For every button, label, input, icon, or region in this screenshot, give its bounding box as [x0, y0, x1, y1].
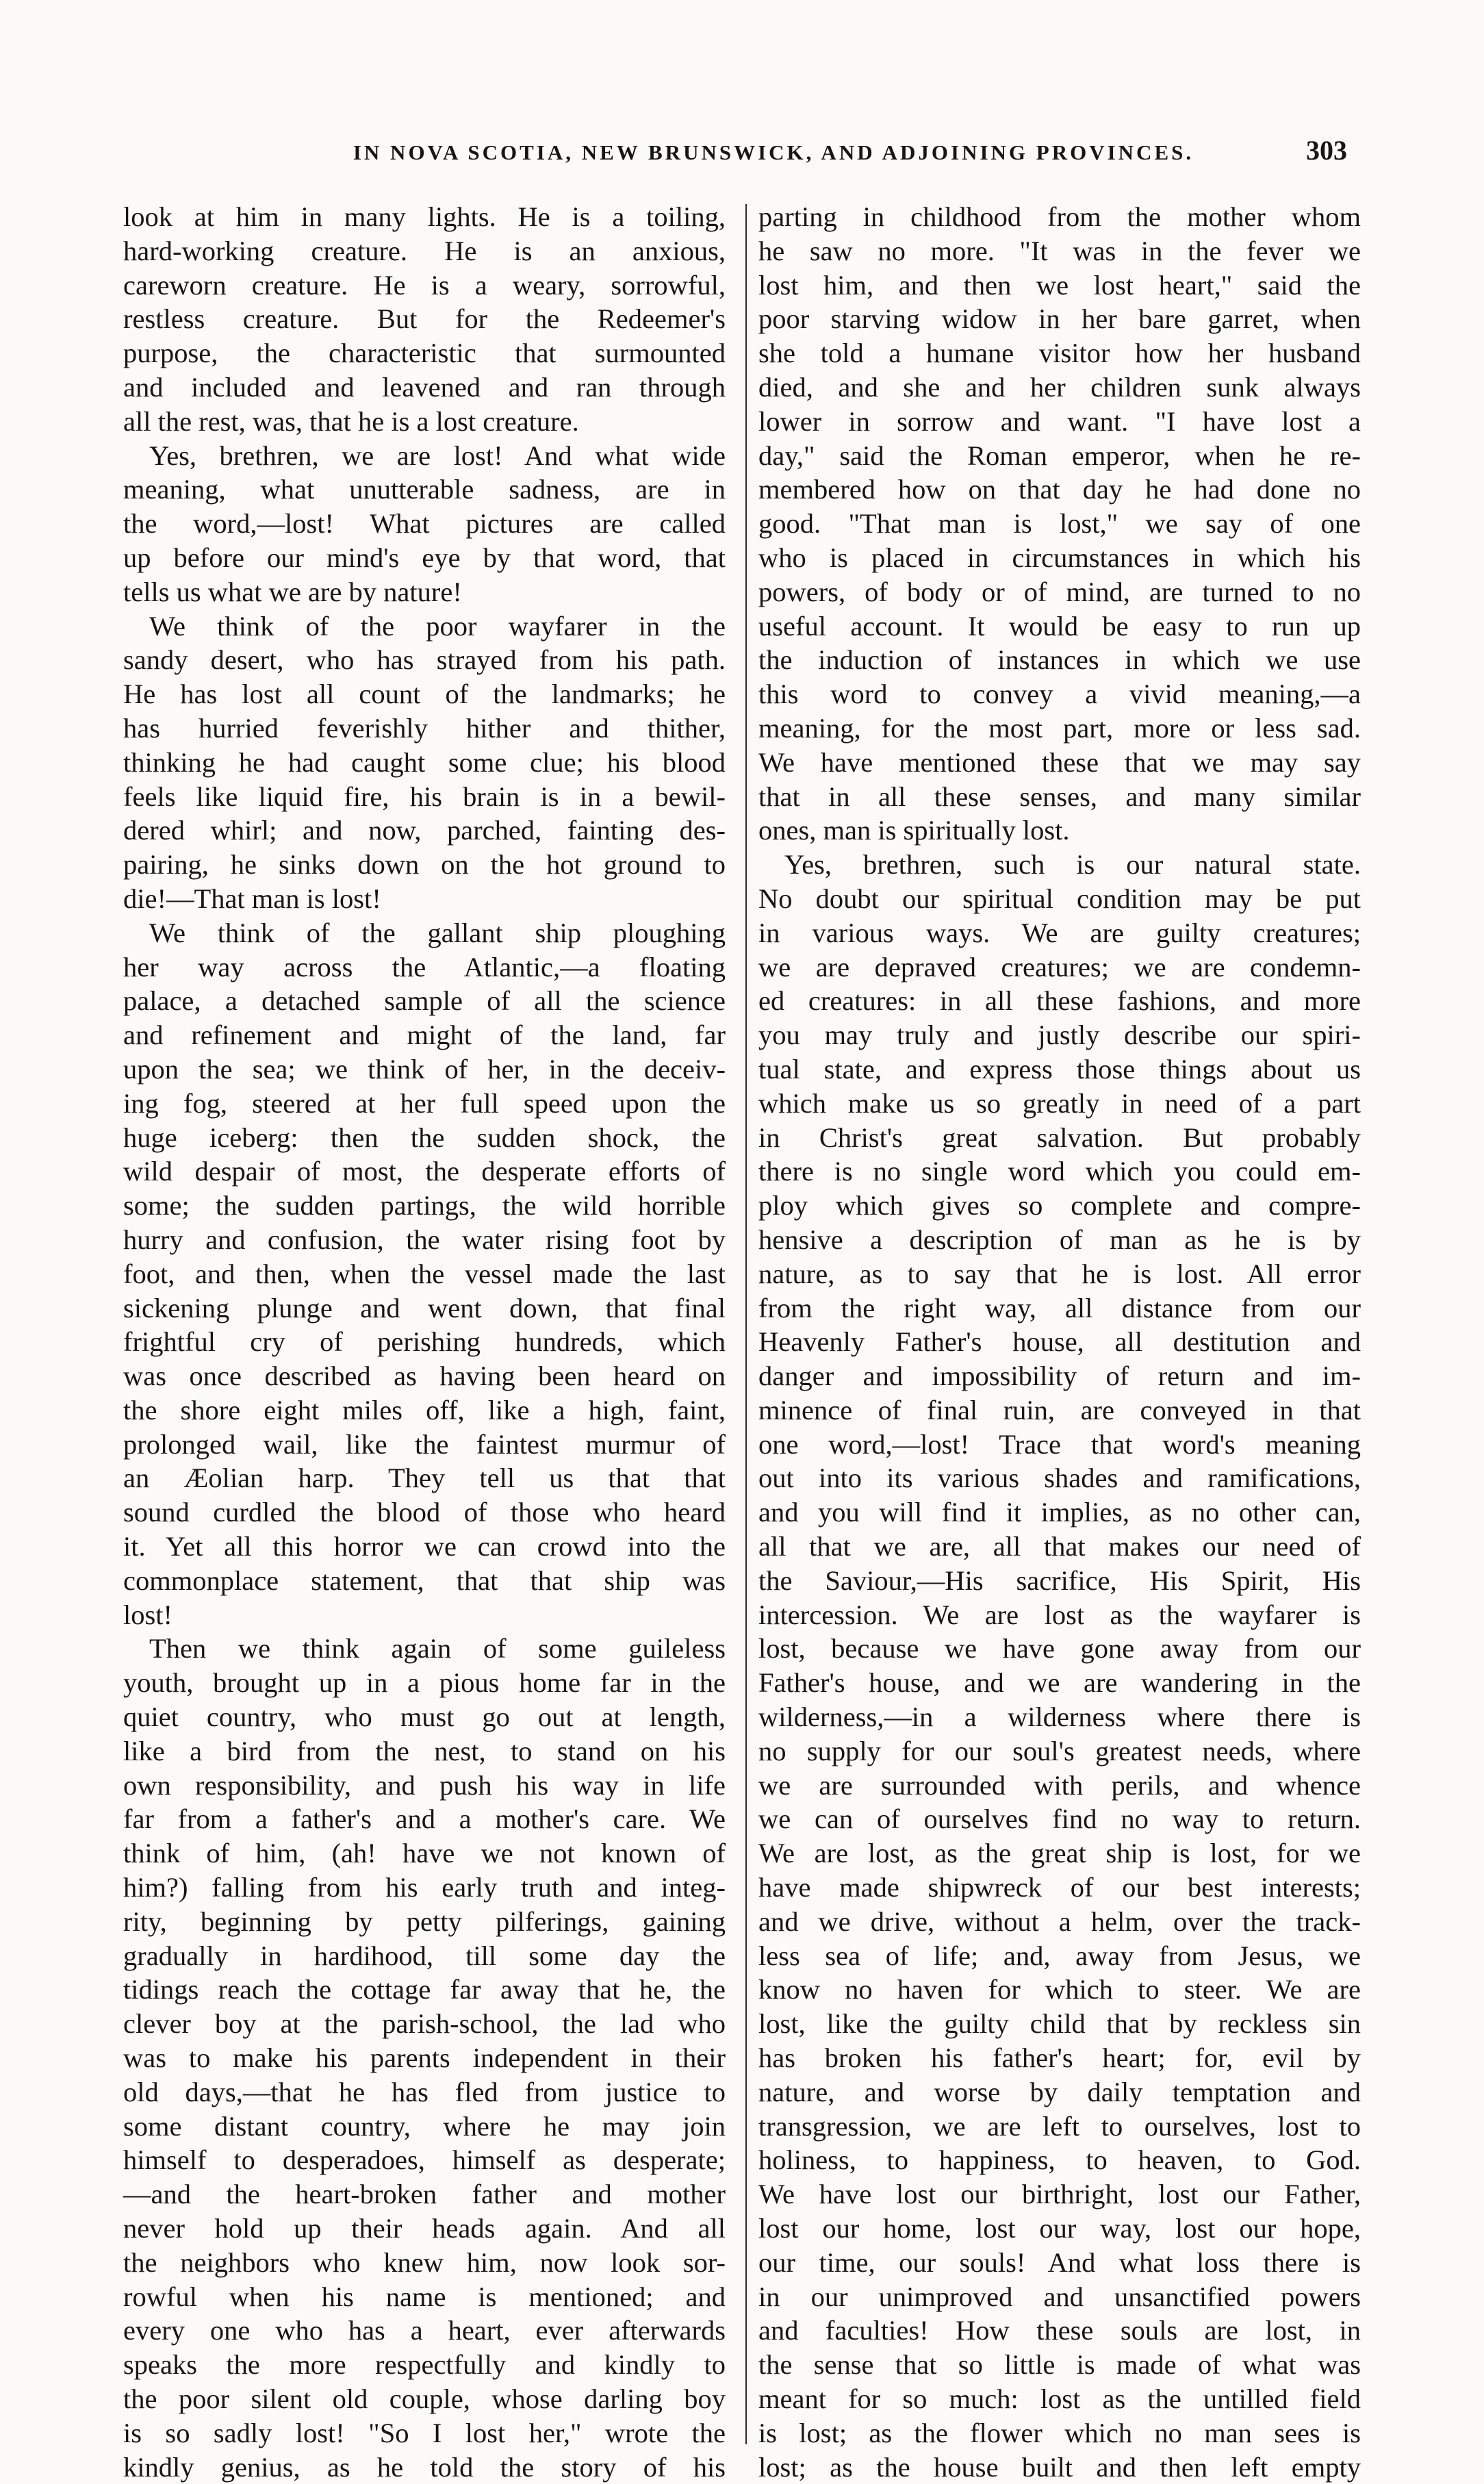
text-line: Yes, brethren, we are lost! And what wide	[149, 440, 726, 471]
text-line: has broken his father's heart; for, evil by	[758, 2042, 1361, 2074]
text-line: some; the sudden partings, the wild horrible	[123, 1190, 726, 1221]
text-line: there is no single word which you could em-	[758, 1156, 1361, 1187]
text-line: and refinement and might of the land, far	[123, 1019, 726, 1051]
text-line: up before our mind's eye by that word, that	[123, 542, 726, 573]
text-line: lost; as the house built and then left empty	[758, 2451, 1361, 2483]
text-line: feels like liquid fire, his brain is in a bewil-	[123, 781, 726, 812]
text-line: meant for so much: lost as the untilled field	[758, 2383, 1361, 2414]
text-line: her way across the Atlantic,—a floating	[123, 951, 726, 983]
text-line: good. "That man is lost," we say of one	[758, 508, 1361, 540]
text-line: sound curdled the blood of those who heard	[123, 1497, 726, 1528]
page-number: 303	[1306, 135, 1347, 166]
text-line: who is placed in circumstances in which his	[758, 542, 1361, 573]
text-line: gradually in hardihood, till some day the	[123, 1940, 726, 1971]
text-line: hurry and confusion, the water rising foot by	[123, 1224, 726, 1255]
text-line: this word to convey a vivid meaning,—a	[758, 679, 1361, 710]
text-line: him?) falling from his early truth and integ-	[123, 1872, 726, 1903]
text-line: lost our home, lost our way, lost our hope,	[758, 2213, 1361, 2244]
text-line: kindly genius, as he told the story of his	[123, 2451, 726, 2483]
text-line: palace, a detached sample of all the science	[123, 985, 726, 1017]
text-line: parting in childhood from the mother whom	[758, 201, 1361, 232]
text-line: —and the heart-broken father and mother	[123, 2179, 726, 2210]
text-line: intercession. We are lost as the wayfarer is	[758, 1599, 1361, 1630]
text-line: out into its various shades and ramifications,	[758, 1462, 1361, 1494]
text-line: minence of final ruin, are conveyed in that	[758, 1394, 1361, 1425]
text-line: We are lost, as the great ship is lost, for we	[758, 1838, 1361, 1869]
text-line: lost, like the guilty child that by reckless sin	[758, 2008, 1361, 2040]
text-line: danger and impossibility of return and im-	[758, 1360, 1361, 1392]
text-line: it. Yet all this horror we can crowd into the	[123, 1531, 726, 1562]
text-line: youth, brought up in a pious home far in the	[123, 1667, 726, 1699]
text-line: lost, because we have gone away from our	[758, 1633, 1361, 1664]
text-line: the sense that so little is made of what was	[758, 2349, 1361, 2381]
text-line: lost him, and then we lost heart," said the	[758, 269, 1361, 301]
text-line: some distant country, where he may join	[123, 2110, 726, 2142]
text-line: we are surrounded with perils, and whence	[758, 1769, 1361, 1801]
text-line: is lost; as the flower which no man sees is	[758, 2417, 1361, 2448]
text-line: No doubt our spiritual condition may be put	[758, 883, 1361, 914]
text-line: speaks the more respectfully and kindly to	[123, 2349, 726, 2381]
text-line: was once described as having been heard on	[123, 1360, 726, 1392]
text-line: far from a father's and a mother's care. We	[123, 1803, 726, 1835]
text-line: he saw no more. "It was in the fever we	[758, 235, 1361, 266]
text-line: and you will find it implies, as no other can,	[758, 1497, 1361, 1528]
text-line: meaning, for the most part, more or less sad.	[758, 712, 1361, 744]
text-line: nature, as to say that he is lost. All error	[758, 1258, 1361, 1289]
text-line: ed creatures: in all these fashions, and more	[758, 985, 1361, 1017]
right-column	[758, 200, 1361, 2483]
text-line: day," said the Roman emperor, when he re-	[758, 440, 1361, 471]
text-line: ones, man is spiritually lost.	[758, 815, 1070, 846]
text-line: himself to desperadoes, himself as desperate;	[123, 2144, 726, 2176]
text-line: careworn creature. He is a weary, sorrowful,	[123, 269, 726, 301]
text-line: no supply for our soul's greatest needs, where	[758, 1735, 1361, 1766]
text-line: lower in sorrow and want. "I have lost a	[758, 405, 1361, 437]
text-line: own responsibility, and push his way in life	[123, 1769, 726, 1801]
text-line: the shore eight miles off, like a high, faint,	[123, 1394, 726, 1425]
text-line: commonplace statement, that that ship was	[123, 1564, 726, 1596]
text-line: know no haven for which to steer. We are	[758, 1974, 1361, 2005]
text-line: clever boy at the parish-school, the lad who	[123, 2008, 726, 2040]
text-line: our time, our souls! And what loss there is	[758, 2246, 1361, 2278]
text-line: quiet country, who must go out at length,	[123, 1701, 726, 1733]
text-line: in our unimproved and unsanctified powers	[758, 2281, 1361, 2312]
text-line: and we drive, without a helm, over the track-	[758, 1905, 1361, 1937]
text-line: and included and leavened and ran through	[123, 371, 726, 403]
text-line: sandy desert, who has strayed from his path.	[123, 644, 726, 676]
text-line: tual state, and express those things about us	[758, 1053, 1361, 1085]
text-line: foot, and then, when the vessel made the last	[123, 1258, 726, 1289]
text-line: like a bird from the nest, to stand on his	[123, 1735, 726, 1766]
text-line: died, and she and her children sunk always	[758, 371, 1361, 403]
text-line: in Christ's great salvation. But probably	[758, 1121, 1361, 1153]
text-line: she told a humane visitor how her husband	[758, 338, 1361, 369]
text-line: Father's house, and we are wandering in the	[758, 1667, 1361, 1699]
text-line: the Saviour,—His sacrifice, His Spirit, His	[758, 1564, 1361, 1596]
text-line: in various ways. We are guilty creatures;	[758, 917, 1361, 948]
text-line: look at him in many lights. He is a toiling,	[123, 201, 726, 232]
text-line: the induction of instances in which we use	[758, 644, 1361, 676]
text-line: that in all these senses, and many similar	[758, 781, 1361, 812]
text-line: membered how on that day he had done no	[758, 474, 1361, 505]
text-line: frightful cry of perishing hundreds, which	[123, 1326, 726, 1358]
text-line: we are depraved creatures; we are condemn-	[758, 951, 1361, 983]
text-line: nature, and worse by daily temptation and	[758, 2076, 1361, 2107]
text-line: the neighbors who knew him, now look sor-	[123, 2246, 726, 2278]
text-line: huge iceberg: then the sudden shock, the	[123, 1121, 726, 1153]
text-line: is so sadly lost! "So I lost her," wrote the	[123, 2417, 726, 2448]
text-line: meaning, what unutterable sadness, are in	[123, 474, 726, 505]
text-line: We think of the gallant ship ploughing	[149, 917, 726, 948]
text-line: which make us so greatly in need of a part	[758, 1087, 1361, 1119]
text-line: you may truly and justly describe our spiri-	[758, 1019, 1361, 1051]
text-line: holiness, to happiness, to heaven, to God.	[758, 2144, 1361, 2176]
text-line: Then we think again of some guileless	[149, 1633, 726, 1664]
column-divider	[745, 204, 747, 2444]
text-line: the poor silent old couple, whose darling boy	[123, 2383, 726, 2414]
text-line: old days,—that he has fled from justice to	[123, 2076, 726, 2107]
text-line: die!—That man is lost!	[123, 883, 381, 914]
text-line: was to make his parents independent in their	[123, 2042, 726, 2074]
text-line: Yes, brethren, such is our natural state.	[784, 849, 1361, 880]
text-line: We have lost our birthright, lost our Father,	[758, 2179, 1361, 2210]
running-header: IN NOVA SCOTIA, NEW BRUNSWICK, AND ADJOINING PROVINCES.	[353, 140, 1194, 164]
text-line: an Æolian harp. They tell us that that	[123, 1462, 726, 1494]
text-line: He has lost all count of the landmarks; he	[123, 679, 726, 710]
text-line: ploy which gives so complete and compre-	[758, 1190, 1361, 1221]
text-line: never hold up their heads again. And all	[123, 2213, 726, 2244]
text-line: we can of ourselves find no way to return.	[758, 1803, 1361, 1835]
text-line: wild despair of most, the desperate efforts of	[123, 1156, 726, 1187]
text-line: tidings reach the cottage far away that he, the	[123, 1974, 726, 2005]
text-line: less sea of life; and, away from Jesus, we	[758, 1940, 1361, 1971]
text-line: all the rest, was, that he is a lost creature.	[123, 405, 579, 437]
text-line: pairing, he sinks down on the hot ground to	[123, 849, 726, 880]
text-line: We have mentioned these that we may say	[758, 746, 1361, 778]
text-line: have made shipwreck of our best interests;	[758, 1872, 1361, 1903]
text-line: dered whirl; and now, parched, fainting des-	[123, 815, 726, 846]
text-line: transgression, we are left to ourselves, lost to	[758, 2110, 1361, 2142]
text-line: Heavenly Father's house, all destitution and	[758, 1326, 1361, 1358]
text-line: ing fog, steered at her full speed upon the	[123, 1087, 726, 1119]
text-line: prolonged wail, like the faintest murmur of	[123, 1428, 726, 1460]
text-line: hensive a description of man as he is by	[758, 1224, 1361, 1255]
text-line: from the right way, all distance from our	[758, 1292, 1361, 1323]
text-line: has hurried feverishly hither and thither,	[123, 712, 726, 744]
text-line: useful account. It would be easy to run up	[758, 610, 1361, 642]
text-line: one word,—lost! Trace that word's meaning	[758, 1428, 1361, 1460]
left-column	[123, 200, 726, 2483]
text-line: tells us what we are by nature!	[123, 576, 462, 607]
text-line: thinking he had caught some clue; his blood	[123, 746, 726, 778]
text-line: lost!	[123, 1599, 173, 1630]
text-line: rity, beginning by petty pilferings, gaining	[123, 1905, 726, 1937]
text-line: sickening plunge and went down, that final	[123, 1292, 726, 1323]
text-line: all that we are, all that makes our need of	[758, 1531, 1361, 1562]
text-line: purpose, the characteristic that surmounted	[123, 338, 726, 369]
text-line: restless creature. But for the Redeemer's	[123, 303, 726, 335]
text-line: hard-working creature. He is an anxious,	[123, 235, 726, 266]
text-line: We think of the poor wayfarer in the	[149, 610, 726, 642]
text-line: the word,—lost! What pictures are called	[123, 508, 726, 540]
text-line: rowful when his name is mentioned; and	[123, 2281, 726, 2312]
text-line: wilderness,—in a wilderness where there is	[758, 1701, 1361, 1733]
text-line: think of him, (ah! have we not known of	[123, 1838, 726, 1869]
text-line: poor starving widow in her bare garret, when	[758, 303, 1361, 335]
text-line: and faculties! How these souls are lost, in	[758, 2315, 1361, 2346]
text-line: powers, of body or of mind, are turned to no	[758, 576, 1361, 607]
text-line: upon the sea; we think of her, in the deceiv-	[123, 1053, 726, 1085]
text-line: every one who has a heart, ever afterwards	[123, 2315, 726, 2346]
